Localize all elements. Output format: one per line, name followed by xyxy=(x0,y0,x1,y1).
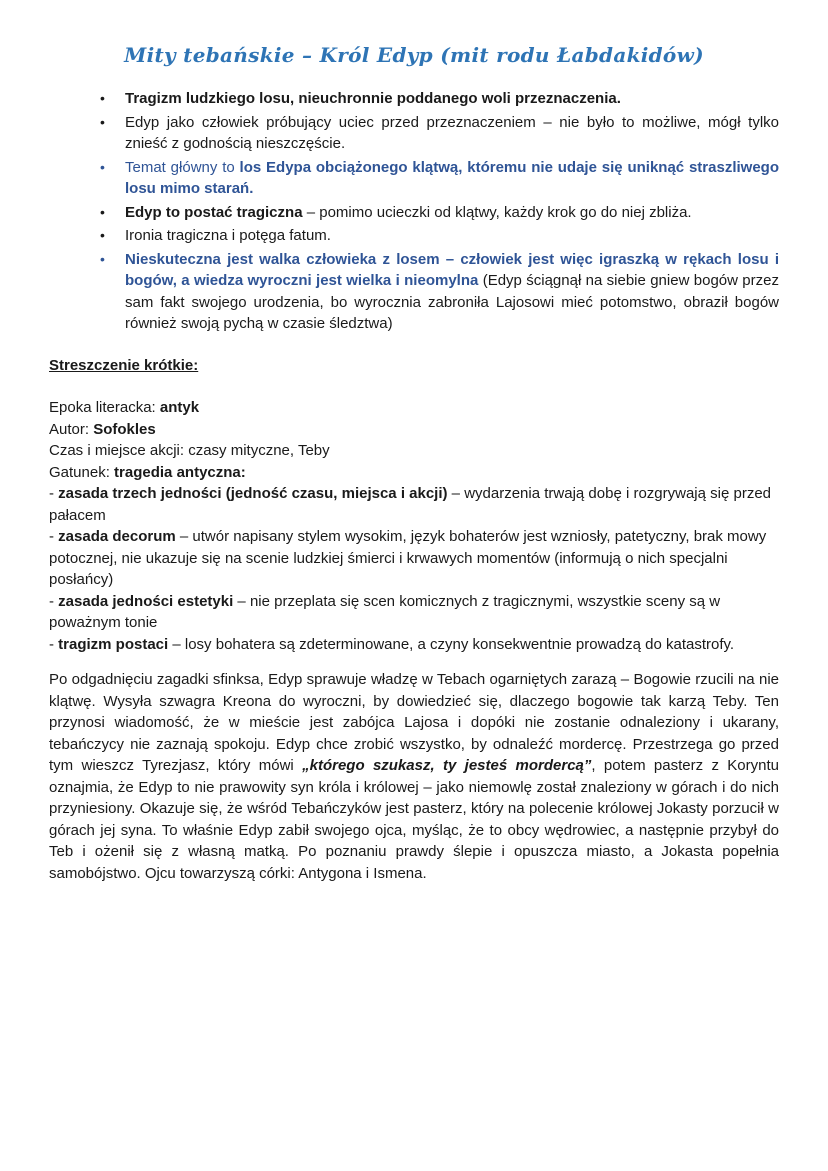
text-run: Temat główny to xyxy=(125,158,240,176)
bullet-marker: • xyxy=(100,203,105,220)
meta-line-epoka xyxy=(49,397,779,419)
bullet-marker: • xyxy=(100,90,105,106)
text-run: Gatunek: xyxy=(49,463,115,481)
bullet-text xyxy=(125,88,779,110)
bullet-list xyxy=(100,88,779,335)
text-run: Edyp to postać tragiczna xyxy=(125,203,303,221)
text-run: - xyxy=(49,635,59,653)
text-run: Epoka literacka: xyxy=(49,399,160,416)
meta-line-zasada-trzech-jednosci xyxy=(49,483,779,526)
text-run: Nieskuteczna jest walka człowieka z losem – człowiek jest więc igraszką w rękach losu i bogów, a wiedza wyroczni jest wielka i nieomylna xyxy=(125,250,779,289)
section-heading-text: Streszczenie krótkie: xyxy=(49,356,199,374)
meta-line-gatunek xyxy=(49,462,779,484)
text-run: Tragizm ludzkiego losu, nieuchronnie poddanego woli przeznaczenia. xyxy=(125,90,621,107)
text-run: antyk xyxy=(159,399,200,416)
meta-line-autor xyxy=(49,419,779,441)
bullet-text xyxy=(125,249,779,335)
bullet-marker: • xyxy=(100,113,105,130)
text-run: - xyxy=(49,485,59,502)
text-run: Czas i miejsce akcji: czasy mityczne, Teby xyxy=(49,442,330,459)
text-run: zasada jedności estetyki xyxy=(58,592,234,610)
text-run: - xyxy=(49,592,59,610)
text-run: los Edypa obciążonego klątwą, któremu nie udaje się uniknąć straszliwego losu mimo starań. xyxy=(125,158,779,197)
summary-meta-block xyxy=(49,397,779,655)
bullet-item xyxy=(100,225,779,247)
text-run: zasada trzech jedności (jedność czasu, miejsca i akcji) xyxy=(58,485,448,502)
meta-line-tragizm-postaci xyxy=(49,634,779,656)
meta-line-czas-miejsce xyxy=(49,440,779,462)
summary-paragraph xyxy=(49,669,779,884)
text-run: – pomimo ucieczki od klątwy, każdy krok go do niej zbliża. xyxy=(302,203,692,221)
text-run: zasada decorum xyxy=(58,528,176,545)
bullet-item xyxy=(100,88,779,110)
text-run: (Edyp ściągnął na siebie gniew bogów przez sam fakt swojego urodzenia, bo wyrocznia zabroniła Lajosowi mieć potomstwo, obraził bogów również swoją pychą w czasie śledztwa) xyxy=(125,272,779,332)
text-run: – wydarzenia trwają dobę i rozgrywają się przed pałacem xyxy=(49,485,772,524)
bullet-marker: • xyxy=(100,158,105,175)
meta-line-zasada-jednosci-estetyki xyxy=(49,591,779,634)
text-run: tragizm postaci xyxy=(58,635,169,653)
section-heading xyxy=(49,355,779,377)
bullet-item xyxy=(100,112,779,155)
bullet-item xyxy=(100,157,779,200)
document-title: Mity tebańskie – Król Edyp (mit rodu Łabdakidów) xyxy=(124,43,704,67)
text-run: – utwór napisany stylem wysokim, język bohaterów jest wzniosły, patetyczny, brak mowy potocznej, nie ukazuje się na scenie ludzkiej śmierci i krwawych momentów (informują o nich specjalni posłańcy) xyxy=(49,528,767,588)
bullet-marker: • xyxy=(100,250,105,267)
bullet-item xyxy=(100,249,779,335)
text-run: , potem pasterz z Koryntu oznajmia, że Edyp to nie prawowity syn króla i królowej – jako niemowlę został znaleziony w górach i do nich przyniesiony. Okazuje się, że wśród Tebańczyków jest pasterz, który na polecenie królowej Jokasty porzucił w górach jej syna. To właśnie Edyp zabił swojego ojca, myśląc, że to obcy wędrowiec, a następnie przybył do Teb i ożenił się z własną matką. Po poznaniu prawdy ślepie i opuszcza miasto, a Jokasta popełnia samobójstwo. Ojcu towarzyszą córki: Antygona i Ismena. xyxy=(49,757,779,882)
text-run: - xyxy=(49,528,59,545)
bullet-item xyxy=(100,202,779,224)
bullet-text xyxy=(125,202,779,224)
text-run: Sofokles xyxy=(93,420,156,438)
bullet-marker: • xyxy=(100,227,105,243)
text-run: Edyp jako człowiek próbujący uciec przed przeznaczeniem – nie było to możliwe, mógł tylko znieść z godnością nieszczęście. xyxy=(125,113,779,152)
text-run: – losy bohatera są zdeterminowane, a czyny konsekwentnie prowadzą do katastrofy. xyxy=(168,635,735,653)
text-run: „którego szukasz, ty jesteś mordercą” xyxy=(302,757,592,774)
text-run: Po odgadnięciu zagadki sfinksa, Edyp sprawuje władzę w Tebach ogarniętych zarazą – Bogowie rzucili na nie klątwę. Wysyła szwagra Kreona do wyroczni, by dowiedzieć się, dlaczego bogowie tak karzą Teby. Ten przynosi wiadomość, że w mieście jest zabójca Lajosa i dopóki nie zostanie odnaleziony i ukarany, tebańczycy nie zaznają spokoju. Edyp chce zrobić wszystko, by odnaleźć mordercę. Przestrzega go przed tym wieszcz Tyrezjasz, który mówi xyxy=(49,671,779,774)
meta-line-zasada-decorum xyxy=(49,526,779,591)
text-run: Ironia tragiczna i potęga fatum. xyxy=(125,227,331,244)
text-run: – nie przeplata się scen komicznych z tragicznymi, wszystkie sceny są w poważnym tonie xyxy=(49,592,721,631)
text-run: tragedia antyczna: xyxy=(114,463,246,481)
bullet-text xyxy=(125,112,779,155)
text-run: Autor: xyxy=(49,420,94,438)
bullet-text xyxy=(125,225,779,247)
bullet-text xyxy=(125,157,779,200)
